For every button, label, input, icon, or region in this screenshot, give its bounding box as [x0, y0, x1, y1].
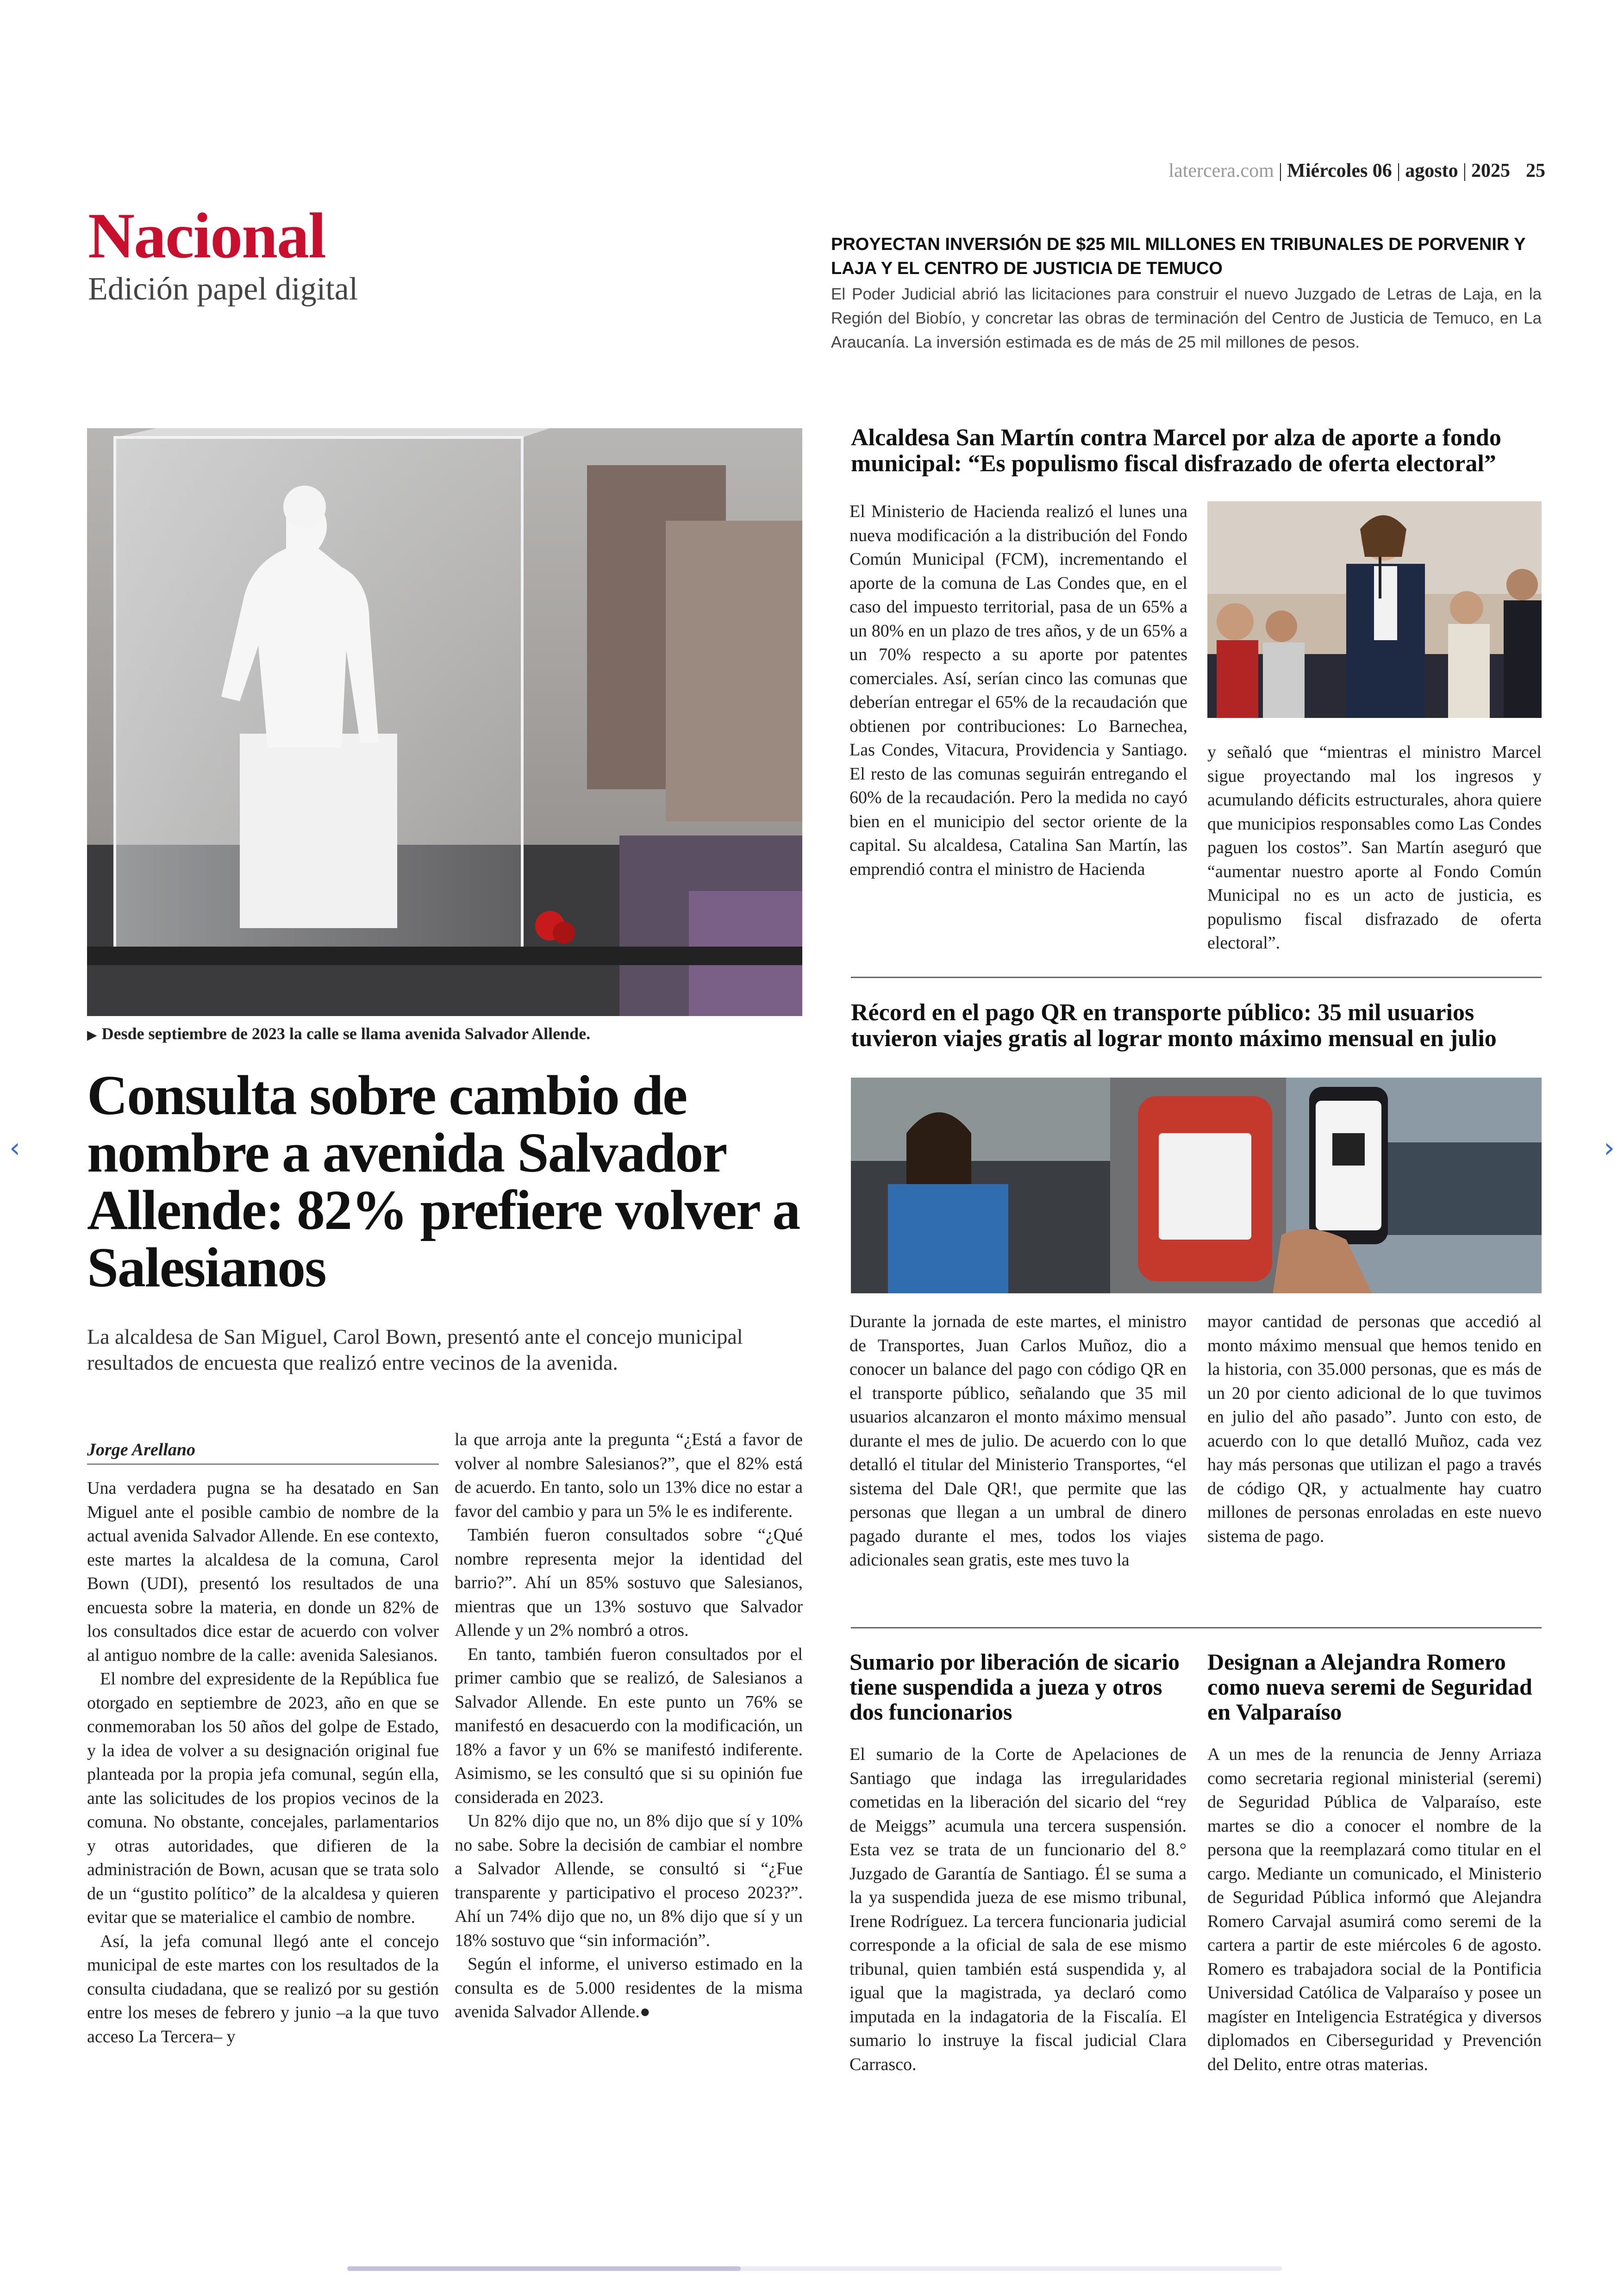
- folio-month: agosto: [1405, 160, 1458, 181]
- photo-caption: ▶ Desde septiembre de 2023 la calle se llama avenida Salvador Allende.: [87, 1024, 591, 1043]
- folio-year: 2025: [1471, 160, 1510, 181]
- divider: [851, 977, 1542, 978]
- paragraph: la que arroja ante la pregunta “¿Está a favor de volver al nombre Salesianos?”, que el 82% está de acuerdo. En tanto, solo un 13% dice no estar a favor del cambio y para un 5% le es indiferente.: [455, 1430, 803, 1521]
- story5-headline: Designan a Alejandra Romero como nueva seremi de Seguridad en Valparaíso: [1207, 1649, 1532, 1725]
- paragraph: Una verdadera pugna se ha desatado en San Miguel ante el posible cambio de nombre de la actual avenida Salvador Allende. En ese contexto, este martes la alcaldesa de la comuna, Carol Bown (UDI), presentó los resultados de una encuesta sobre la materia, en donde un 82% de los consultados dice estar de acuerdo con volver al antiguo nombre de la calle: avenida Salesianos.: [87, 1478, 439, 1665]
- statue-photo: [87, 428, 802, 1016]
- story3-column-2: mayor cantidad de personas que accedió al monto máximo mensual que hemos tenido en la historia, con 35.000 personas, que es más de un 20 por ciento adicional de lo que tuvimos en julio del año pasado”. Junto con esto, de acuerdo con lo que detalló Muñoz, cada vez hay más personas que utilizan el pago a través de código QR, y actualmente hay cuatro millones de personas enroladas en este nuevo sistema de pago.: [1207, 1312, 1542, 1546]
- site-name: latercera.com: [1168, 160, 1274, 181]
- edition-label: Edición papel digital: [88, 271, 358, 307]
- main-column-1: [87, 1477, 439, 2049]
- story3-headline: Récord en el pago QR en transporte público: 35 mil usuarios tuvieron viajes gratis al lograr monto máximo mensual en julio: [851, 999, 1497, 1052]
- mayor-photo: [1207, 501, 1542, 718]
- paragraph: Así, la jefa comunal llegó ante el concejo municipal de este martes con los resultados de la consulta ciudadana, que se realizó por su gestión entre los meses de febrero y junio –a la que tuvo acceso La Tercera– y: [87, 1931, 439, 2046]
- paragraph: Un 82% dijo que no, un 8% dijo que sí y 10% no sabe. Sobre la decisión de cambiar el nombre a Salvador Allende, se consultó si “¿Fue transparente y participativo el proceso 2023?”. Ahí un 74% dijo que no, un 8% dijo que sí y un 18% sostuvo que “sin información”.: [455, 1811, 803, 1950]
- paragraph: También fueron consultados sobre “¿Qué nombre representa mejor la identidad del barrio?”. Ahí un 85% sostuvo que Salesianos, mientras que un 13% sostuvo que Salvador Allende y un 2% nombró a otros.: [455, 1525, 803, 1640]
- page-number: 25: [1526, 160, 1545, 181]
- main-headline: Consulta sobre cambio de nombre a avenida Salvador Allende: 82% prefiere volver a Salesianos: [87, 1064, 800, 1299]
- chevron-right-icon[interactable]: ›: [1604, 1132, 1615, 1164]
- paragraph: El nombre del expresidente de la República fue otorgado en septiembre de 2023, año en que se conmemoraban los 50 años del golpe de Estado, y la idea de volver a su designación original fue planteada por la propia jefa comunal, según ella, ante las solicitudes de los propios vecinos de la comuna. No obstante, concejales, parlamentarios y otras autoridades, que difieren de la administración de Bown, acusan que se trata solo de un “gustito político” de la alcaldesa y quieren evitar que se materialice el cambio de nombre.: [87, 1669, 439, 1927]
- story4-headline: Sumario por liberación de sicario tiene suspendida a jueza y otros dos funcionarios: [849, 1649, 1180, 1725]
- byline: Jorge Arellano: [87, 1440, 439, 1465]
- story2-headline: Alcaldesa San Martín contra Marcel por alza de aporte a fondo municipal: “Es populismo fiscal disfrazado de oferta electoral”: [851, 424, 1501, 477]
- paragraph: Según el informe, el universo estimado en la consulta es de 5.000 residentes de la misma avenida Salvador Allende.●: [455, 1954, 803, 2021]
- folio-day: Miércoles 06: [1287, 160, 1392, 181]
- paragraph: En tanto, también fueron consultados por el primer cambio que se realizó, de Salesianos a Salvador Allende. En este punto un 76% se manifestó en desacuerdo con la modificación, un 18% a favor y un 6% se manifestó indiferente. Asimismo, se les consultó que si su opinión fue considerada en 2023.: [455, 1644, 803, 1807]
- page-folio: latercera.com | Miércoles 06 | agosto | 2025 25: [1168, 160, 1545, 181]
- story4-body: El sumario de la Corte de Apelaciones de Santiago que indaga las irregularidades cometidas en la liberación del sicario del “rey de Meiggs” acumula una tercera suspensión. Esta vez se trata de un funcionario del 8.° Juzgado de Garantía de Santiago. Él se suma a la ya suspendida jueza de ese mismo tribunal, Irene Rodríguez. La tercera funcionaria judicial corresponde a la oficial de sala de ese mismo tribunal, quien también está suspendida y, al igual que la magistrada, ya declaró como imputada en la indagatoria de la Fiscalía. El sumario lo instruye la fiscal judicial Clara Carrasco.: [849, 1745, 1187, 2074]
- brief-body: El Poder Judicial abrió las licitaciones para construir el nuevo Juzgado de Letras de Laja, en la Región del Biobío, y concretar las obras de terminación del Centro de Justicia de Temuco, en La Araucanía. La inversión estimada es de más de 25 mil millones de pesos.: [831, 285, 1542, 351]
- divider: [851, 1627, 1542, 1628]
- story2-column-1: El Ministerio de Hacienda realizó el lunes una nueva modificación a la distribución del Fondo Común Municipal (FCM), incrementando el aporte de la comuna de Las Condes que, en el caso del impuesto territorial, pasa de un 65% a un 80% en un plazo de tres años, y de un 65% a un 70% respecto a su aporte por patentes comerciales. Así, serían cinco las comunas que deberían entregar el 65% de la recaudación que obtienen por contribuciones: Lo Barnechea, Las Condes, Vitacura, Providencia y Santiago. El resto de las comunas seguirán entregando el 60% de la recaudación. Pero la medida no cayó bien en el municipio del sector oriente de la capital. Su alcaldesa, Catalina San Martín, las emprendió contra el ministro de Hacienda: [849, 502, 1187, 879]
- qr-payment-photo: [851, 1078, 1542, 1293]
- brief-title: PROYECTAN INVERSIÓN DE $25 MIL MILLONES EN TRIBUNALES DE PORVENIR Y LAJA Y EL CENTRO DE JUSTICIA DE TEMUCO: [831, 235, 1525, 278]
- chevron-left-icon[interactable]: ‹: [9, 1132, 20, 1164]
- story3-column-1: Durante la jornada de este martes, el ministro de Transportes, Juan Carlos Muñoz, dio a conocer un balance del pago con código QR en el transporte público, señalando que 35 mil usuarios alcanzaron el monto máximo mensual durante el mes de julio. De acuerdo con lo que detalló el titular del Ministerio Transportes, “el sistema del Dale QR!, que permite que las personas que llegan a un umbral de dinero pagado durante el mes, todos los viajes adicionales sean gratis, este mes tuvo la: [849, 1312, 1187, 1570]
- section-title: Nacional: [88, 200, 325, 272]
- main-deck: La alcaldesa de San Miguel, Carol Bown, presentó ante el concejo municipal resultados de encuesta que realizó entre vecinos de la avenida.: [87, 1325, 743, 1374]
- scrollbar-thumb[interactable]: [347, 2266, 741, 2271]
- story5-body: A un mes de la renuncia de Jenny Arriaza como secretaria regional ministerial (seremi) de Seguridad Pública de Valparaíso, este martes se dio a conocer el nombre de la persona que la reemplazará como titular en el cargo. Mediante un comunicado, el Ministerio de Seguridad Pública informó que Alejandra Romero Carvajal asumirá como seremi de la cartera a partir de este miércoles 6 de agosto. Romero es trabajadora social de la Pontificia Universidad Católica de Valparaíso y posee un magíster en Inteligencia Estratégica y diversos diplomados en Ciberseguridad y Prevención del Delito, entre otras materias.: [1207, 1745, 1542, 2074]
- story2-column-2: y señaló que “mientras el ministro Marcel sigue proyectando mal los ingresos y acumulando déficits estructurales, ahora quiere que municipios responsables como Las Condes paguen los costos”. San Martín aseguró que “aumentar nuestro aporte al Fondo Común Municipal no es un acto de justicia, es populismo fiscal disfrazado de oferta electoral”.: [1207, 742, 1542, 953]
- main-column-2: [455, 1428, 803, 2024]
- caption-triangle-icon: ▶: [87, 1028, 97, 1042]
